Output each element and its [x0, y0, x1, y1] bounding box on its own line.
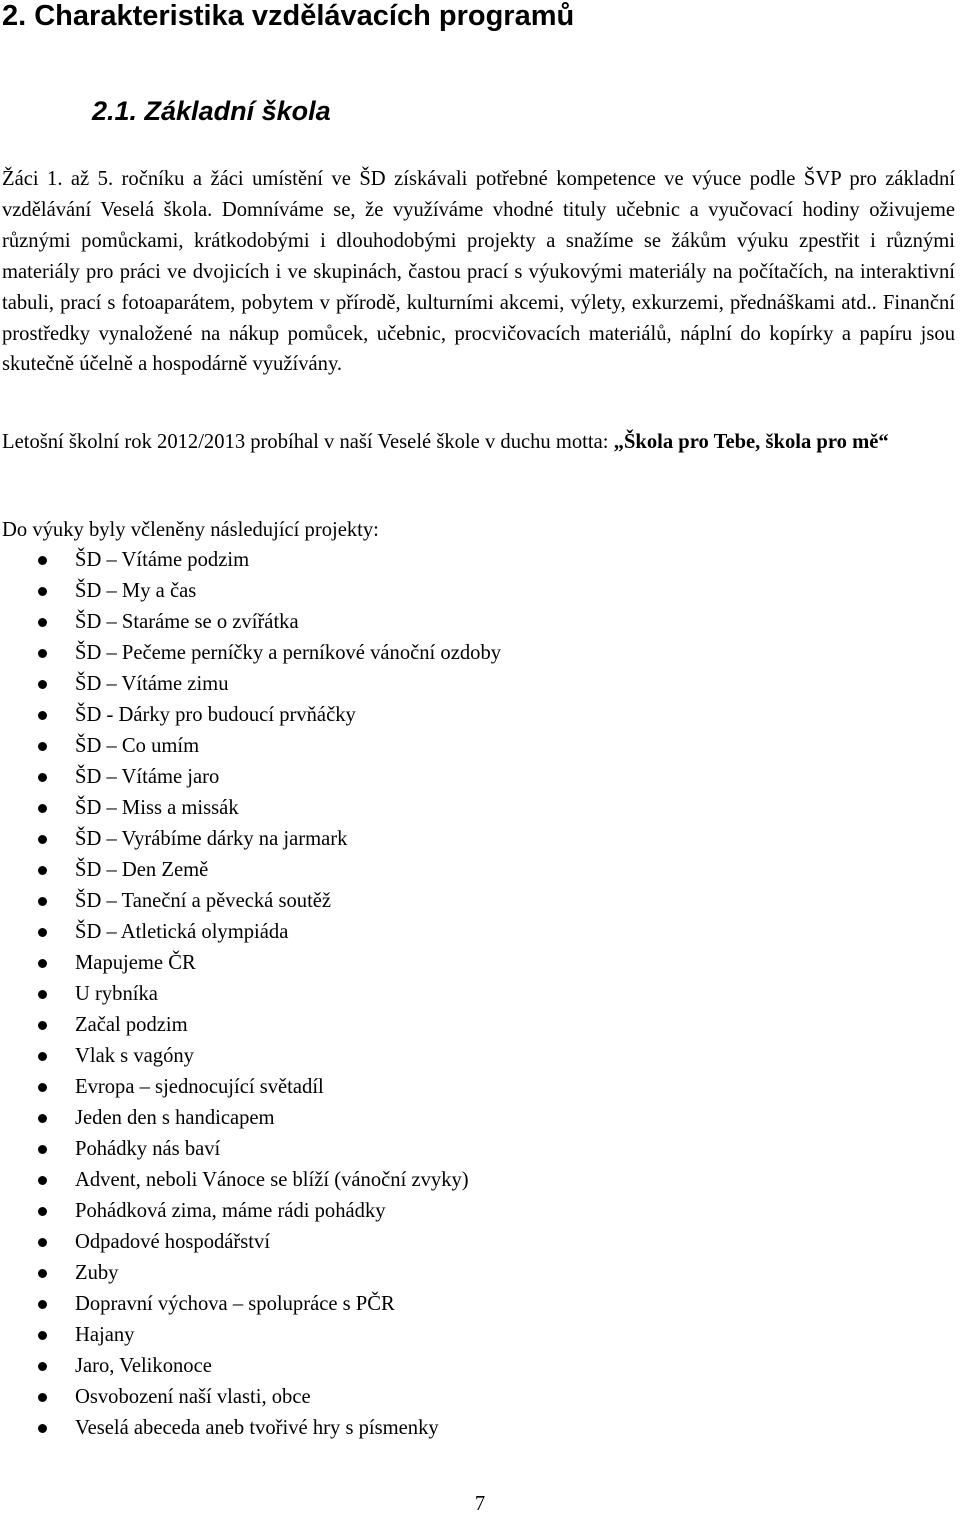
list-item	[0, 1382, 900, 1413]
bullet-icon	[38, 1362, 47, 1371]
bullet-icon	[38, 1331, 47, 1340]
bullet-icon	[38, 680, 47, 689]
list-item-text: Veselá abeceda aneb tvořivé hry s písmenky	[75, 1417, 439, 1439]
list-item-text: Hajany	[75, 1324, 135, 1346]
list-item	[0, 1258, 900, 1289]
list-item	[0, 1134, 900, 1165]
list-item-text: ŠD – Pečeme perníčky a perníkové vánoční ozdoby	[75, 642, 502, 664]
list-item-text: U rybníka	[75, 983, 158, 1005]
list-item	[0, 607, 900, 638]
list-item-text: Odpadové hospodářství	[75, 1231, 271, 1253]
list-item-text: Zuby	[75, 1262, 119, 1284]
list-item	[0, 1351, 900, 1382]
list-item-text: Osvobození naší vlasti, obce	[75, 1386, 311, 1408]
bullet-icon	[38, 556, 47, 565]
bullet-icon	[38, 742, 47, 751]
list-item-text: ŠD – Staráme se o zvířátka	[75, 611, 299, 633]
list-item	[0, 886, 900, 917]
subsection-heading: 2.1. Základní škola	[92, 96, 331, 126]
list-item	[0, 1289, 900, 1320]
bullet-icon	[38, 1300, 47, 1309]
list-item	[0, 669, 900, 700]
list-item	[0, 731, 900, 762]
list-item-text: ŠD - Dárky pro budoucí prvňáčky	[75, 704, 356, 726]
list-item	[0, 793, 900, 824]
list-item-text: ŠD – My a čas	[75, 580, 197, 602]
list-item-text: Pohádky nás baví	[75, 1138, 221, 1160]
bullet-icon	[38, 1052, 47, 1061]
list-item-text: Dopravní výchova – spolupráce s PČR	[75, 1293, 395, 1315]
motto-paragraph	[2, 427, 955, 458]
list-item	[0, 1041, 900, 1072]
projects-list	[0, 545, 900, 1444]
list-item	[0, 824, 900, 855]
list-item	[0, 638, 900, 669]
list-item	[0, 1103, 900, 1134]
bullet-icon	[38, 1207, 47, 1216]
list-item-text: Vlak s vagóny	[75, 1045, 194, 1067]
bullet-icon	[38, 1269, 47, 1278]
list-item-text: Začal podzim	[75, 1014, 188, 1036]
bullet-icon	[38, 1145, 47, 1154]
bullet-icon	[38, 897, 47, 906]
list-item-text: ŠD – Co umím	[75, 735, 200, 757]
bullet-icon	[38, 1424, 47, 1433]
bullet-icon	[38, 1083, 47, 1092]
list-item-text: ŠD – Atletická olympiáda	[75, 921, 289, 943]
list-item-text: Evropa – sjednocující světadíl	[75, 1076, 324, 1098]
list-item	[0, 700, 900, 731]
list-item-text: ŠD – Taneční a pěvecká soutěž	[75, 890, 332, 912]
intro-paragraph: Žáci 1. až 5. ročníku a žáci umístění ve ŠD získávali potřebné kompetence ve výuce podle ŠVP pro základní vzdělávání Veselá škola. Domníváme se, že využíváme vhodné tituly učebnic a vyučovací hodiny oživujeme různými pomůckami, krátkodobými i dlouhodobými projekty a snažíme se žákům výuku zpestřit i různými materiály pro práci ve dvojicích i ve skupinách, častou prací s výukovými materiály na počítačích, na interaktivní tabuli, prací s fotoaparátem, pobytem v přírodě, kulturními akcemi, výlety, exkurzemi, přednáškami atd.. Finanční prostředky vynaložené na nákup pomůcek, učebnic, procvičovacích materiálů, náplní do kopírky a papíru jsou skutečně účelně a hospodárně využívány.	[2, 168, 955, 376]
bullet-icon	[38, 1238, 47, 1247]
motto-quote: „Škola pro Tebe, škola pro mě“	[613, 431, 889, 453]
list-item	[0, 1072, 900, 1103]
bullet-icon	[38, 587, 47, 596]
bullet-icon	[38, 835, 47, 844]
list-item	[0, 576, 900, 607]
list-item	[0, 855, 900, 886]
bullet-icon	[38, 928, 47, 937]
bullet-icon	[38, 1176, 47, 1185]
list-item-text: ŠD – Miss a missák	[75, 797, 239, 819]
list-item-text: Jeden den s handicapem	[75, 1107, 275, 1129]
bullet-icon	[38, 649, 47, 658]
bullet-icon	[38, 711, 47, 720]
bullet-icon	[38, 618, 47, 627]
section-heading: 2. Charakteristika vzdělávacích programů	[2, 0, 575, 32]
list-item-text: ŠD – Vítáme jaro	[75, 766, 220, 788]
list-item	[0, 1165, 900, 1196]
list-item	[0, 545, 900, 576]
list-item	[0, 762, 900, 793]
list-item	[0, 1196, 900, 1227]
page-number: 7	[474, 1493, 486, 1515]
list-item	[0, 1413, 900, 1444]
bullet-icon	[38, 959, 47, 968]
projects-lead: Do výuky byly včleněny následující projekty:	[2, 519, 379, 541]
bullet-icon	[38, 1393, 47, 1402]
bullet-icon	[38, 866, 47, 875]
list-item	[0, 979, 900, 1010]
bullet-icon	[38, 804, 47, 813]
bullet-icon	[38, 990, 47, 999]
bullet-icon	[38, 773, 47, 782]
bullet-icon	[38, 1021, 47, 1030]
list-item-text: ŠD – Den Země	[75, 859, 209, 881]
list-item-text: Mapujeme ČR	[75, 952, 196, 974]
list-item	[0, 1320, 900, 1351]
list-item-text: ŠD – Vítáme podzim	[75, 549, 250, 571]
bullet-icon	[38, 1114, 47, 1123]
list-item-text: Advent, neboli Vánoce se blíží (vánoční zvyky)	[75, 1169, 469, 1191]
list-item	[0, 917, 900, 948]
list-item	[0, 1010, 900, 1041]
list-item-text: Pohádková zima, máme rádi pohádky	[75, 1200, 386, 1222]
list-item-text: Jaro, Velikonoce	[75, 1355, 212, 1377]
list-item-text: ŠD – Vítáme zimu	[75, 673, 229, 695]
list-item	[0, 948, 900, 979]
list-item	[0, 1227, 900, 1258]
motto-prefix: Letošní školní rok 2012/2013 probíhal v naší Veselé škole v duchu motta:	[2, 431, 614, 453]
list-item-text: ŠD – Vyrábíme dárky na jarmark	[75, 828, 348, 850]
